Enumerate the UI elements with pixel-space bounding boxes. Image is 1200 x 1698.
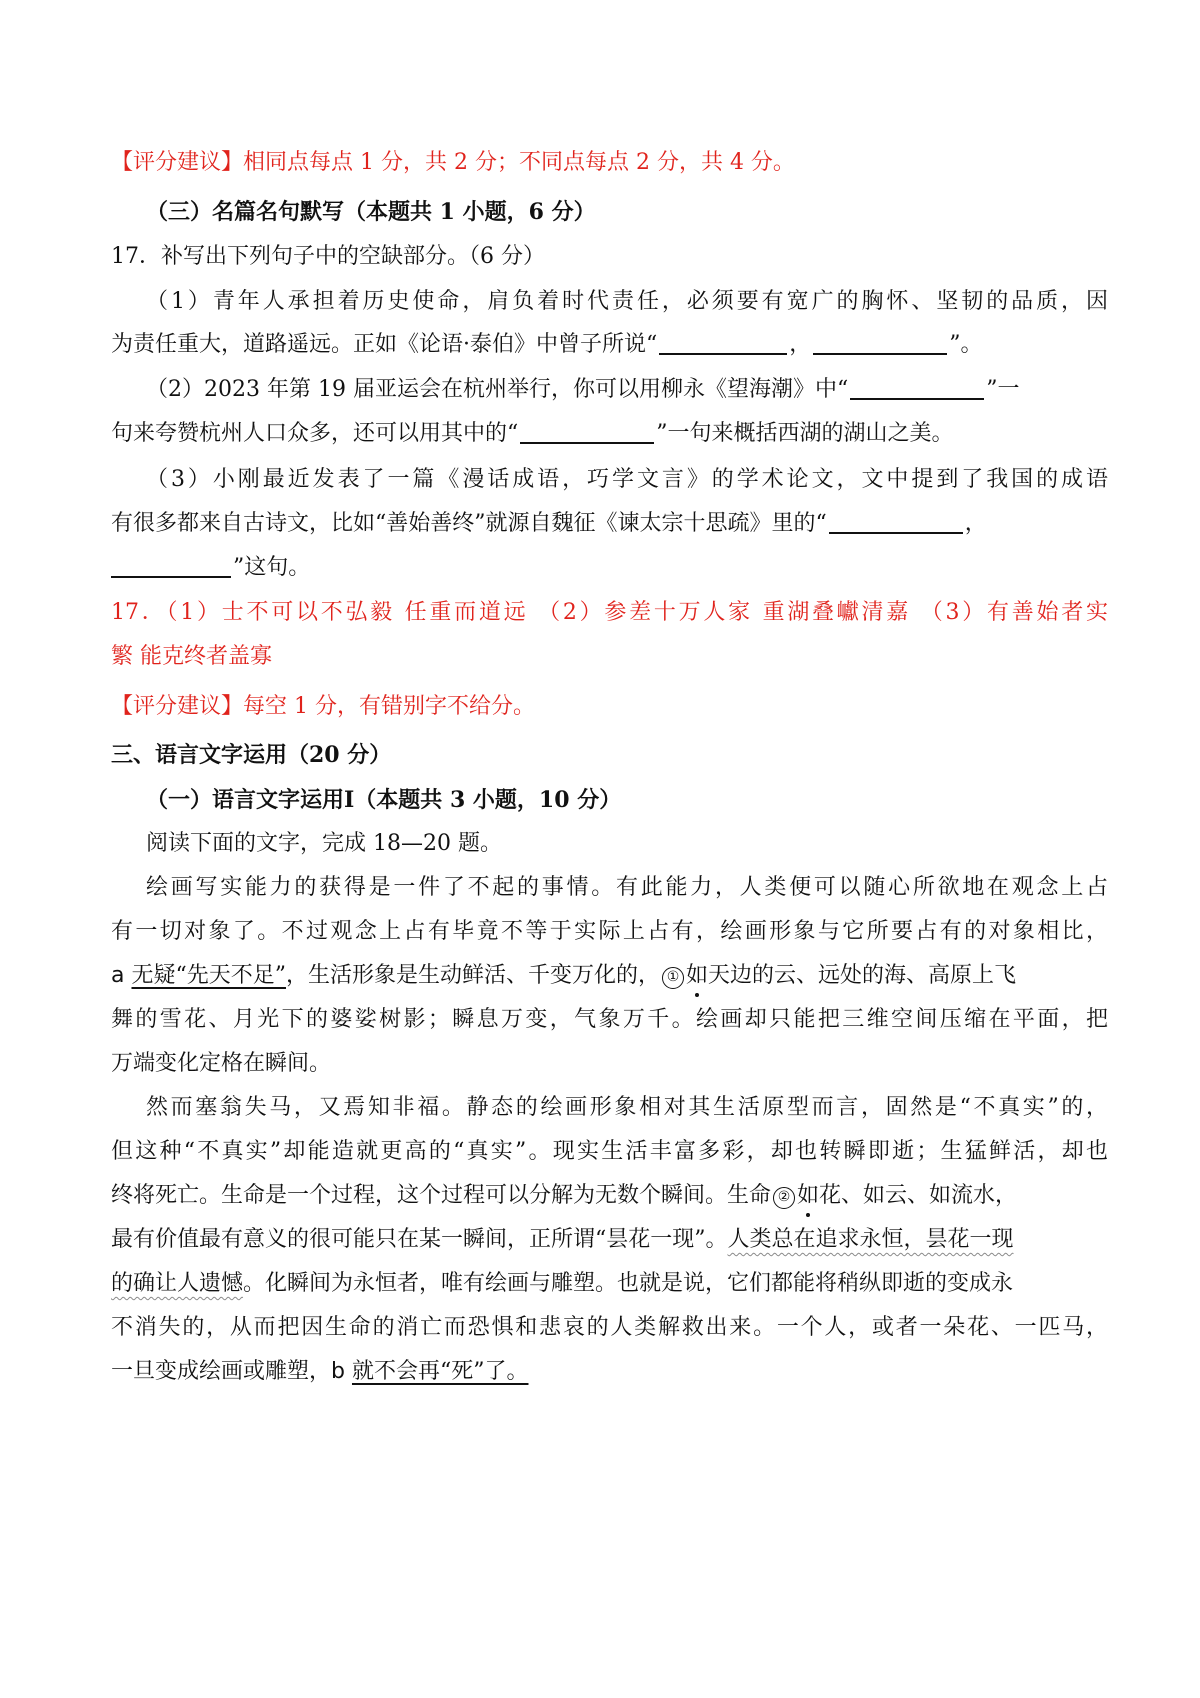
answer-blank[interactable] (813, 331, 947, 355)
underlined-phrase-a: 无疑“先天不足” (131, 963, 286, 988)
question-17-part2-line2 (111, 419, 1104, 449)
answer-blank[interactable] (520, 420, 654, 444)
reading-instruction: 阅读下面的文字，完成 18—20 题。 (146, 831, 502, 856)
passage-p1-line5: 万端变化定格在瞬间。 (111, 1051, 332, 1076)
answer-blank[interactable] (659, 331, 787, 355)
answer-blank[interactable] (850, 376, 984, 400)
passage-p1-line2: 有一切对象了。不过观念上占有毕竟不等于实际上占有，绘画形象与它所要占有的对象相比， (111, 919, 1108, 944)
passage-p2-line7 (111, 1357, 1104, 1387)
text-segment: ， (964, 511, 987, 536)
underlined-phrase-b: 就不会再“死”了。 (351, 1359, 529, 1384)
section-title-famous-lines: （三）名篇名句默写（本题共 1 小题，6 分） (146, 199, 596, 225)
text-segment: 有很多都来自古诗文，比如“善始善终”就源自魏征《谏太宗十思疏》里的“ (111, 511, 827, 536)
passage-p2-line4 (111, 1225, 1104, 1255)
text-segment: 一旦变成绘画或雕塑， (111, 1359, 332, 1384)
text-segment: ”一 (986, 377, 1020, 402)
scoring-suggestion-1: 【评分建议】相同点每点 1 分，共 2 分；不同点每点 2 分，共 4 分。 (111, 150, 795, 175)
question-17-part3-line2 (111, 509, 1104, 539)
question-17-part3-line1: （3）小刚最近发表了一篇《漫话成语，巧学文言》的学术论文，文中提到了我国的成语 (146, 467, 1108, 492)
answer-blank[interactable] (111, 554, 231, 578)
passage-p1-line4: 舞的雪花、月光下的婆娑树影；瞬息万变，气象万千。绘画却只能把三维空间压缩在平面，把 (111, 1007, 1108, 1032)
passage-p2-line2: 但这种“不真实”却能造就更高的“真实”。现实生活丰富多彩，却也转瞬即逝；生猛鲜活，却也 (111, 1139, 1108, 1164)
wavy-underlined-sentence: 人类总在追求永恒，昙花一现 (727, 1227, 1014, 1252)
text-segment: ，生活形象是生动鲜活、千变万化的， (285, 963, 660, 988)
passage-p1-line1: 绘画写实能力的获得是一件了不起的事情。有此能力，人类便可以随心所欲地在观念上占 (146, 875, 1108, 900)
answer-17-line2: 繁 能克终者盖寡 (111, 644, 272, 669)
passage-p2-line5 (111, 1269, 1104, 1299)
text-segment: ， (789, 332, 812, 357)
passage-p2-line1: 然而塞翁失马，又焉知非福。静态的绘画形象相对其生活原型而言，固然是“不真实”的， (146, 1095, 1108, 1120)
subsection-title-language-use-1: （一）语言文字运用Ⅰ（本题共 3 小题，10 分） (146, 787, 622, 813)
part-title-language-use: 三、语言文字运用（20 分） (111, 742, 392, 768)
scoring-suggestion-2: 【评分建议】每空 1 分，有错别字不给分。 (111, 694, 535, 719)
answer-blank[interactable] (829, 510, 963, 534)
label-a: a (111, 963, 125, 988)
text-segment: 。化瞬间为永恒者，唯有绘画与雕塑。也就是说，它们都能将稍纵即逝的变成永 (243, 1271, 1014, 1296)
label-b: b (331, 1359, 345, 1384)
passage-p2-line6: 不消失的，从而把因生命的消亡而恐惧和悲哀的人类解救出来。一个人，或者一朵花、一匹马， (111, 1315, 1108, 1340)
dotted-character-1: 如 (686, 963, 709, 988)
text-segment: ”一句来概括西湖的湖山之美。 (656, 421, 954, 446)
text-segment: （2）2023 年第 19 届亚运会在杭州举行，你可以用柳永《望海潮》中“ (146, 377, 849, 402)
question-17-part1-line1: （1）青年人承担着历史使命，肩负着时代责任，必须要有宽广的胸怀、坚韧的品质，因 (146, 289, 1108, 314)
question-17-part1-line2 (111, 330, 1104, 360)
passage-p1-line3 (111, 961, 1104, 991)
question-17-part2-line1 (146, 375, 1104, 405)
text-segment: 终将死亡。生命是一个过程，这个过程可以分解为无数个瞬间。生命 (111, 1183, 772, 1208)
marker-1: ① (662, 967, 684, 989)
question-17-part3-line3 (111, 553, 1104, 583)
text-segment: ”这句。 (233, 555, 311, 580)
text-segment: 花、如云、如流水， (819, 1183, 1018, 1208)
text-segment: 为责任重大，道路遥远。正如《论语·泰伯》中曾子所说“ (111, 332, 658, 357)
text-segment: ”。 (949, 332, 983, 357)
passage-p2-line3 (111, 1181, 1104, 1211)
text-segment: 最有价值最有意义的很可能只在某一瞬间，正所谓“昙花一现”。 (111, 1227, 728, 1252)
question-17-stem: 17．补写出下列句子中的空缺部分。（6 分） (111, 244, 545, 269)
text-segment: 句来夸赞杭州人口众多，还可以用其中的“ (111, 421, 519, 446)
text-segment: 天边的云、远处的海、高原上飞 (708, 963, 1017, 988)
marker-2: ② (773, 1187, 795, 1209)
dotted-character-2: 如 (797, 1183, 820, 1208)
answer-17-line1: 17．（1）士不可以不弘毅 任重而道远 （2）参差十万人家 重湖叠巘清嘉 （3）有善始者实 (111, 600, 1108, 625)
wavy-underlined-sentence-end: 的确让人遗憾 (111, 1271, 244, 1296)
